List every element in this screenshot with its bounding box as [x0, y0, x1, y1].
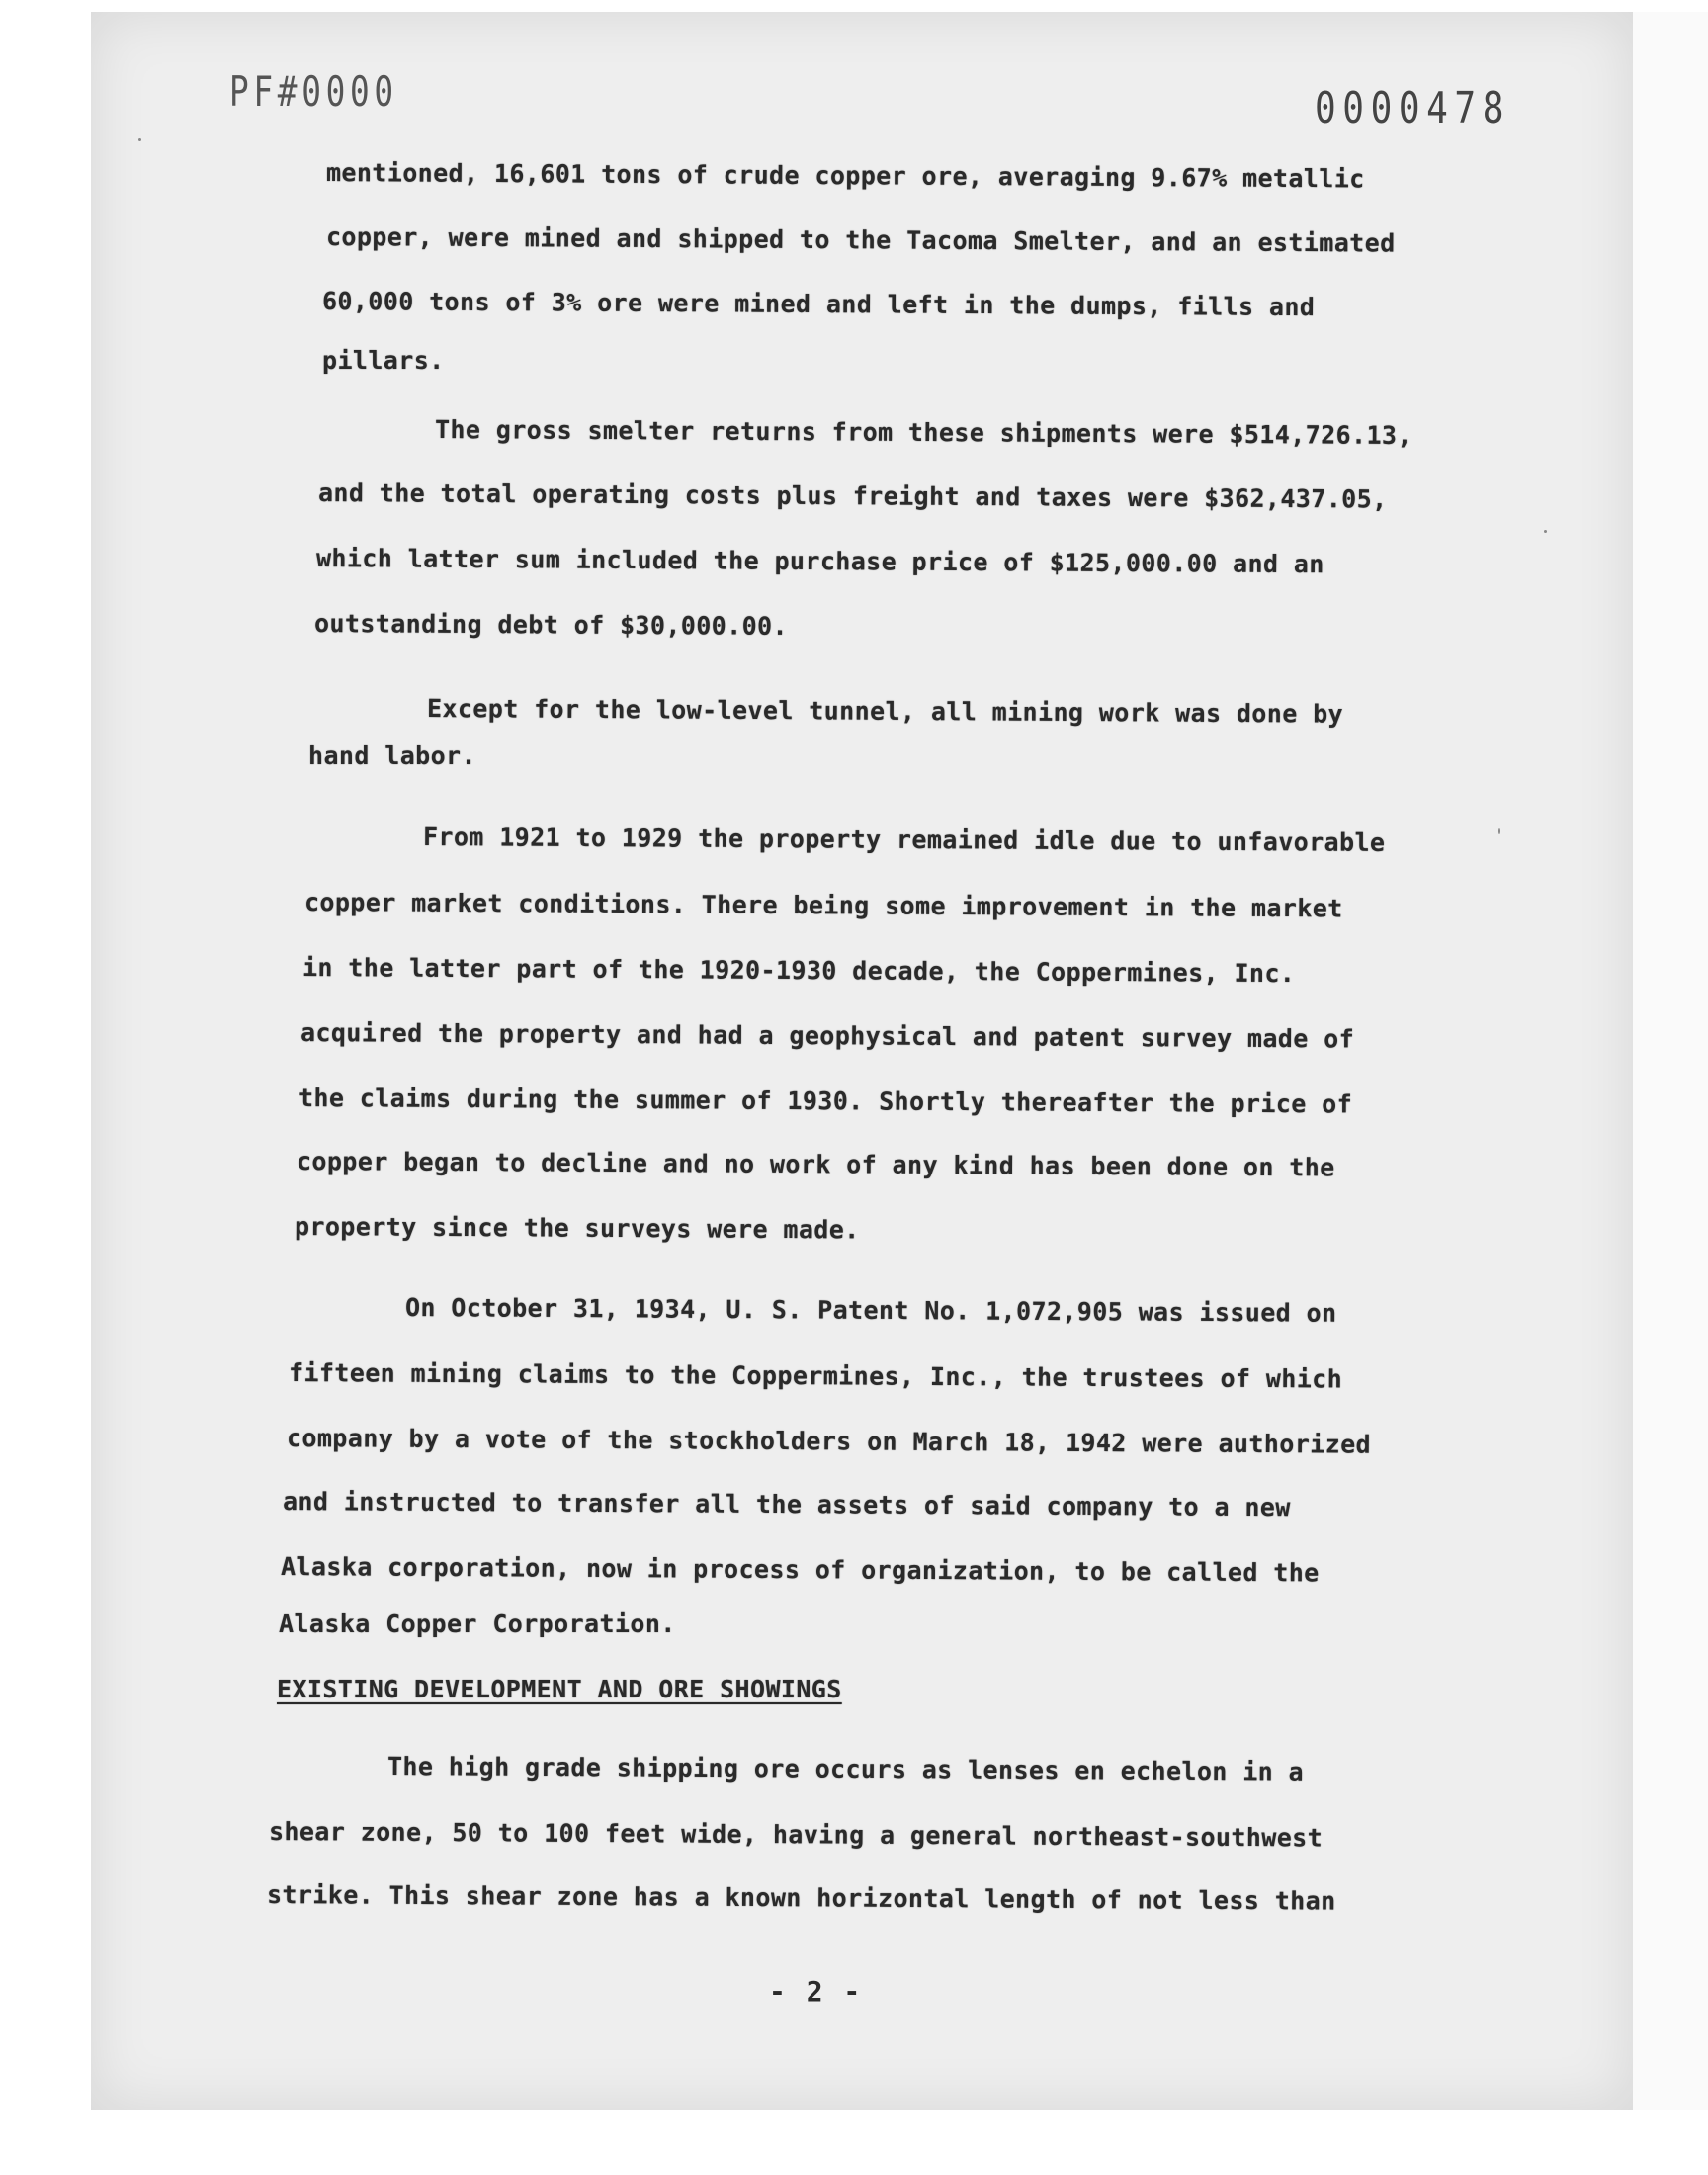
body-line: On October 31, 1934, U. S. Patent No. 1,072,905 was issued on — [404, 1293, 1337, 1328]
body-line: and instructed to transfer all the assets of said company to a new — [282, 1487, 1291, 1522]
body-line: strike. This shear zone has a known horizontal length of not less than — [266, 1880, 1336, 1916]
document-page — [91, 12, 1633, 2110]
body-line: outstanding debt of $30,000.00. — [313, 609, 789, 641]
page-margin-bottom — [91, 2110, 1708, 2175]
body-line: From 1921 to 1929 the property remained idle due to unfavorable — [422, 823, 1386, 857]
paper-speck — [1544, 530, 1547, 533]
body-line: 60,000 tons of 3% ore were mined and left in the dumps, fills and — [321, 287, 1316, 322]
body-line: copper began to decline and no work of any kind has been done on the — [296, 1147, 1335, 1182]
body-line: pillars. — [322, 346, 445, 375]
paper-speck — [1498, 828, 1500, 834]
body-line: fifteen mining claims to the Coppermines, Inc., the trustees of which — [288, 1358, 1343, 1394]
body-line: Alaska Copper Corporation. — [279, 1610, 676, 1638]
body-line: property since the surveys were made. — [294, 1212, 860, 1245]
body-line: mentioned, 16,601 tons of crude copper ore, averaging 9.67% metallic — [325, 158, 1365, 194]
file-stamp: PF#0000 — [229, 67, 398, 116]
body-line: the claims during the summer of 1930. Shortly thereafter the price of — [298, 1084, 1353, 1119]
body-line: shear zone, 50 to 100 feet wide, having a general northeast-southwest — [268, 1817, 1324, 1853]
body-line: Alaska corporation, now in process of organization, to be called the — [280, 1552, 1320, 1588]
body-line: acquired the property and had a geophysical and patent survey made of — [299, 1018, 1355, 1054]
body-line: which latter sum included the purchase price of $125,000.00 and an — [315, 544, 1324, 579]
body-line: company by a vote of the stockholders on March 18, 1942 were authorized — [286, 1424, 1372, 1459]
body-line: The gross smelter returns from these shipments were $514,726.13, — [434, 415, 1412, 451]
document-number-stamp: 0000478 — [1315, 83, 1510, 133]
body-line: in the latter part of the 1920-1930 decade, the Coppermines, Inc. — [301, 953, 1296, 989]
body-line: Except for the low-level tunnel, all mining work was done by — [426, 694, 1344, 729]
paper-speck — [138, 138, 141, 141]
page-margin-right — [1633, 12, 1708, 2110]
body-line: hand labor. — [308, 741, 476, 770]
body-line: copper market conditions. There being some improvement in the market — [303, 888, 1343, 923]
section-heading: EXISTING DEVELOPMENT AND ORE SHOWINGS — [277, 1675, 842, 1703]
body-line: copper, were mined and shipped to the Tacoma Smelter, and an estimated — [325, 222, 1396, 258]
body-line: The high grade shipping ore occurs as lenses en echelon in a — [386, 1752, 1305, 1786]
body-line: and the total operating costs plus freight and taxes were $362,437.05, — [317, 478, 1388, 514]
page-number: - 2 - — [769, 1975, 863, 2008]
